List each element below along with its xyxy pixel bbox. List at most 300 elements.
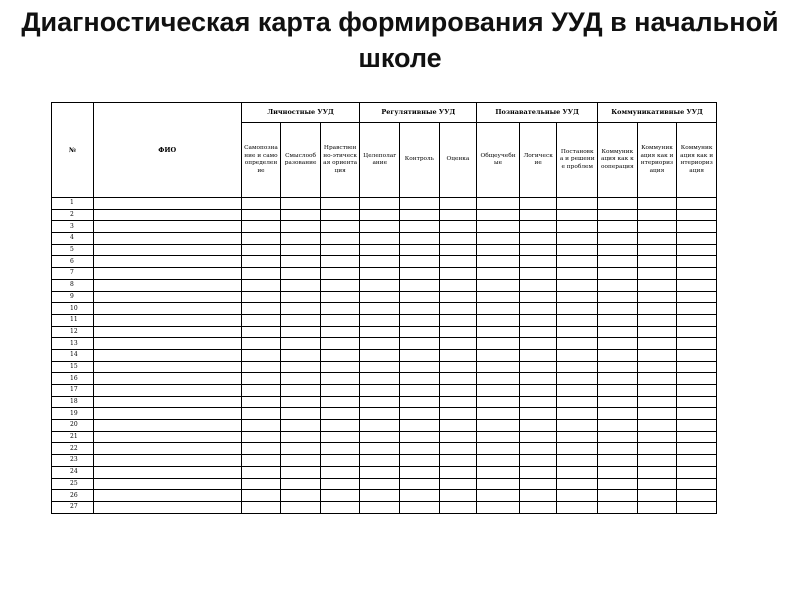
- score-cell[interactable]: [320, 361, 360, 373]
- score-cell[interactable]: [360, 209, 400, 221]
- score-cell[interactable]: [241, 385, 281, 397]
- score-cell[interactable]: [400, 221, 440, 233]
- score-cell[interactable]: [598, 408, 638, 420]
- score-cell[interactable]: [320, 431, 360, 443]
- score-cell[interactable]: [637, 466, 677, 478]
- score-cell[interactable]: [439, 420, 477, 432]
- fio-cell[interactable]: [93, 490, 241, 502]
- score-cell[interactable]: [477, 326, 520, 338]
- score-cell[interactable]: [439, 338, 477, 350]
- score-cell[interactable]: [360, 198, 400, 210]
- score-cell[interactable]: [519, 221, 557, 233]
- score-cell[interactable]: [677, 490, 717, 502]
- score-cell[interactable]: [320, 396, 360, 408]
- score-cell[interactable]: [400, 349, 440, 361]
- score-cell[interactable]: [281, 314, 321, 326]
- score-cell[interactable]: [477, 268, 520, 280]
- score-cell[interactable]: [477, 279, 520, 291]
- score-cell[interactable]: [598, 501, 638, 513]
- score-cell[interactable]: [439, 326, 477, 338]
- score-cell[interactable]: [677, 291, 717, 303]
- score-cell[interactable]: [439, 279, 477, 291]
- score-cell[interactable]: [241, 455, 281, 467]
- score-cell[interactable]: [439, 244, 477, 256]
- score-cell[interactable]: [320, 478, 360, 490]
- score-cell[interactable]: [677, 478, 717, 490]
- score-cell[interactable]: [400, 385, 440, 397]
- score-cell[interactable]: [360, 256, 400, 268]
- score-cell[interactable]: [519, 431, 557, 443]
- score-cell[interactable]: [598, 268, 638, 280]
- score-cell[interactable]: [598, 314, 638, 326]
- score-cell[interactable]: [677, 466, 717, 478]
- score-cell[interactable]: [477, 420, 520, 432]
- score-cell[interactable]: [439, 361, 477, 373]
- score-cell[interactable]: [557, 279, 598, 291]
- score-cell[interactable]: [637, 431, 677, 443]
- score-cell[interactable]: [637, 256, 677, 268]
- score-cell[interactable]: [241, 338, 281, 350]
- score-cell[interactable]: [241, 361, 281, 373]
- score-cell[interactable]: [637, 291, 677, 303]
- score-cell[interactable]: [519, 349, 557, 361]
- score-cell[interactable]: [519, 326, 557, 338]
- score-cell[interactable]: [400, 244, 440, 256]
- score-cell[interactable]: [360, 314, 400, 326]
- score-cell[interactable]: [400, 490, 440, 502]
- score-cell[interactable]: [360, 373, 400, 385]
- score-cell[interactable]: [598, 244, 638, 256]
- score-cell[interactable]: [598, 279, 638, 291]
- score-cell[interactable]: [439, 455, 477, 467]
- score-cell[interactable]: [557, 396, 598, 408]
- score-cell[interactable]: [320, 455, 360, 467]
- score-cell[interactable]: [320, 221, 360, 233]
- score-cell[interactable]: [439, 303, 477, 315]
- score-cell[interactable]: [360, 361, 400, 373]
- score-cell[interactable]: [241, 501, 281, 513]
- score-cell[interactable]: [439, 466, 477, 478]
- score-cell[interactable]: [400, 361, 440, 373]
- score-cell[interactable]: [519, 268, 557, 280]
- score-cell[interactable]: [320, 420, 360, 432]
- score-cell[interactable]: [637, 478, 677, 490]
- score-cell[interactable]: [677, 338, 717, 350]
- score-cell[interactable]: [241, 326, 281, 338]
- score-cell[interactable]: [477, 256, 520, 268]
- score-cell[interactable]: [637, 268, 677, 280]
- score-cell[interactable]: [360, 443, 400, 455]
- score-cell[interactable]: [519, 385, 557, 397]
- score-cell[interactable]: [477, 443, 520, 455]
- score-cell[interactable]: [557, 408, 598, 420]
- score-cell[interactable]: [241, 420, 281, 432]
- score-cell[interactable]: [637, 396, 677, 408]
- score-cell[interactable]: [598, 303, 638, 315]
- score-cell[interactable]: [241, 198, 281, 210]
- score-cell[interactable]: [360, 466, 400, 478]
- score-cell[interactable]: [439, 431, 477, 443]
- score-cell[interactable]: [360, 478, 400, 490]
- score-cell[interactable]: [637, 385, 677, 397]
- score-cell[interactable]: [439, 221, 477, 233]
- score-cell[interactable]: [281, 385, 321, 397]
- score-cell[interactable]: [519, 420, 557, 432]
- score-cell[interactable]: [598, 209, 638, 221]
- score-cell[interactable]: [598, 338, 638, 350]
- score-cell[interactable]: [281, 501, 321, 513]
- score-cell[interactable]: [281, 431, 321, 443]
- score-cell[interactable]: [477, 233, 520, 245]
- score-cell[interactable]: [439, 291, 477, 303]
- score-cell[interactable]: [439, 373, 477, 385]
- score-cell[interactable]: [241, 396, 281, 408]
- score-cell[interactable]: [637, 361, 677, 373]
- score-cell[interactable]: [519, 466, 557, 478]
- score-cell[interactable]: [400, 291, 440, 303]
- score-cell[interactable]: [677, 349, 717, 361]
- score-cell[interactable]: [281, 373, 321, 385]
- score-cell[interactable]: [400, 209, 440, 221]
- score-cell[interactable]: [557, 198, 598, 210]
- fio-cell[interactable]: [93, 279, 241, 291]
- score-cell[interactable]: [519, 303, 557, 315]
- score-cell[interactable]: [439, 490, 477, 502]
- score-cell[interactable]: [557, 338, 598, 350]
- score-cell[interactable]: [439, 408, 477, 420]
- score-cell[interactable]: [439, 314, 477, 326]
- score-cell[interactable]: [519, 501, 557, 513]
- score-cell[interactable]: [477, 338, 520, 350]
- score-cell[interactable]: [320, 314, 360, 326]
- score-cell[interactable]: [637, 233, 677, 245]
- score-cell[interactable]: [360, 490, 400, 502]
- fio-cell[interactable]: [93, 373, 241, 385]
- score-cell[interactable]: [281, 420, 321, 432]
- score-cell[interactable]: [320, 291, 360, 303]
- score-cell[interactable]: [477, 349, 520, 361]
- score-cell[interactable]: [637, 209, 677, 221]
- score-cell[interactable]: [557, 373, 598, 385]
- score-cell[interactable]: [598, 361, 638, 373]
- score-cell[interactable]: [477, 209, 520, 221]
- fio-cell[interactable]: [93, 338, 241, 350]
- score-cell[interactable]: [519, 455, 557, 467]
- score-cell[interactable]: [360, 326, 400, 338]
- fio-cell[interactable]: [93, 198, 241, 210]
- score-cell[interactable]: [557, 314, 598, 326]
- score-cell[interactable]: [281, 244, 321, 256]
- score-cell[interactable]: [360, 408, 400, 420]
- score-cell[interactable]: [241, 209, 281, 221]
- score-cell[interactable]: [360, 385, 400, 397]
- score-cell[interactable]: [477, 455, 520, 467]
- score-cell[interactable]: [477, 385, 520, 397]
- score-cell[interactable]: [439, 385, 477, 397]
- score-cell[interactable]: [360, 455, 400, 467]
- score-cell[interactable]: [677, 256, 717, 268]
- score-cell[interactable]: [439, 443, 477, 455]
- score-cell[interactable]: [281, 326, 321, 338]
- score-cell[interactable]: [241, 466, 281, 478]
- score-cell[interactable]: [360, 338, 400, 350]
- score-cell[interactable]: [400, 373, 440, 385]
- score-cell[interactable]: [281, 291, 321, 303]
- score-cell[interactable]: [281, 443, 321, 455]
- score-cell[interactable]: [519, 361, 557, 373]
- score-cell[interactable]: [477, 408, 520, 420]
- score-cell[interactable]: [637, 338, 677, 350]
- score-cell[interactable]: [598, 221, 638, 233]
- score-cell[interactable]: [677, 244, 717, 256]
- score-cell[interactable]: [477, 431, 520, 443]
- score-cell[interactable]: [598, 233, 638, 245]
- score-cell[interactable]: [677, 373, 717, 385]
- score-cell[interactable]: [519, 314, 557, 326]
- score-cell[interactable]: [477, 490, 520, 502]
- score-cell[interactable]: [241, 233, 281, 245]
- score-cell[interactable]: [320, 490, 360, 502]
- score-cell[interactable]: [519, 233, 557, 245]
- score-cell[interactable]: [677, 443, 717, 455]
- score-cell[interactable]: [557, 466, 598, 478]
- score-cell[interactable]: [598, 385, 638, 397]
- score-cell[interactable]: [519, 244, 557, 256]
- score-cell[interactable]: [598, 291, 638, 303]
- score-cell[interactable]: [320, 466, 360, 478]
- score-cell[interactable]: [598, 443, 638, 455]
- score-cell[interactable]: [400, 478, 440, 490]
- fio-cell[interactable]: [93, 478, 241, 490]
- fio-cell[interactable]: [93, 256, 241, 268]
- score-cell[interactable]: [400, 455, 440, 467]
- score-cell[interactable]: [241, 431, 281, 443]
- score-cell[interactable]: [557, 326, 598, 338]
- score-cell[interactable]: [598, 455, 638, 467]
- score-cell[interactable]: [637, 314, 677, 326]
- score-cell[interactable]: [400, 408, 440, 420]
- score-cell[interactable]: [477, 198, 520, 210]
- score-cell[interactable]: [637, 443, 677, 455]
- score-cell[interactable]: [360, 291, 400, 303]
- score-cell[interactable]: [281, 478, 321, 490]
- score-cell[interactable]: [439, 349, 477, 361]
- score-cell[interactable]: [320, 279, 360, 291]
- score-cell[interactable]: [320, 244, 360, 256]
- score-cell[interactable]: [637, 373, 677, 385]
- score-cell[interactable]: [281, 361, 321, 373]
- score-cell[interactable]: [557, 256, 598, 268]
- score-cell[interactable]: [519, 373, 557, 385]
- fio-cell[interactable]: [93, 420, 241, 432]
- score-cell[interactable]: [598, 256, 638, 268]
- score-cell[interactable]: [439, 256, 477, 268]
- score-cell[interactable]: [281, 338, 321, 350]
- score-cell[interactable]: [637, 420, 677, 432]
- score-cell[interactable]: [320, 338, 360, 350]
- score-cell[interactable]: [320, 385, 360, 397]
- score-cell[interactable]: [241, 490, 281, 502]
- fio-cell[interactable]: [93, 314, 241, 326]
- fio-cell[interactable]: [93, 268, 241, 280]
- score-cell[interactable]: [637, 455, 677, 467]
- score-cell[interactable]: [637, 349, 677, 361]
- fio-cell[interactable]: [93, 431, 241, 443]
- score-cell[interactable]: [637, 244, 677, 256]
- score-cell[interactable]: [557, 455, 598, 467]
- score-cell[interactable]: [598, 373, 638, 385]
- score-cell[interactable]: [557, 361, 598, 373]
- score-cell[interactable]: [519, 209, 557, 221]
- score-cell[interactable]: [519, 443, 557, 455]
- score-cell[interactable]: [320, 198, 360, 210]
- score-cell[interactable]: [439, 396, 477, 408]
- score-cell[interactable]: [677, 268, 717, 280]
- score-cell[interactable]: [281, 256, 321, 268]
- score-cell[interactable]: [320, 326, 360, 338]
- score-cell[interactable]: [281, 490, 321, 502]
- score-cell[interactable]: [477, 361, 520, 373]
- fio-cell[interactable]: [93, 244, 241, 256]
- score-cell[interactable]: [241, 373, 281, 385]
- score-cell[interactable]: [320, 268, 360, 280]
- score-cell[interactable]: [637, 221, 677, 233]
- score-cell[interactable]: [477, 501, 520, 513]
- score-cell[interactable]: [677, 361, 717, 373]
- score-cell[interactable]: [320, 256, 360, 268]
- score-cell[interactable]: [637, 326, 677, 338]
- score-cell[interactable]: [557, 501, 598, 513]
- fio-cell[interactable]: [93, 303, 241, 315]
- score-cell[interactable]: [477, 478, 520, 490]
- score-cell[interactable]: [281, 268, 321, 280]
- score-cell[interactable]: [320, 349, 360, 361]
- score-cell[interactable]: [477, 314, 520, 326]
- score-cell[interactable]: [677, 420, 717, 432]
- score-cell[interactable]: [557, 291, 598, 303]
- score-cell[interactable]: [360, 233, 400, 245]
- score-cell[interactable]: [598, 490, 638, 502]
- fio-cell[interactable]: [93, 221, 241, 233]
- score-cell[interactable]: [557, 303, 598, 315]
- score-cell[interactable]: [637, 501, 677, 513]
- score-cell[interactable]: [519, 291, 557, 303]
- score-cell[interactable]: [281, 221, 321, 233]
- score-cell[interactable]: [400, 303, 440, 315]
- score-cell[interactable]: [241, 221, 281, 233]
- score-cell[interactable]: [281, 279, 321, 291]
- score-cell[interactable]: [241, 256, 281, 268]
- score-cell[interactable]: [360, 279, 400, 291]
- score-cell[interactable]: [598, 198, 638, 210]
- score-cell[interactable]: [677, 455, 717, 467]
- score-cell[interactable]: [477, 291, 520, 303]
- score-cell[interactable]: [360, 349, 400, 361]
- score-cell[interactable]: [519, 338, 557, 350]
- score-cell[interactable]: [400, 326, 440, 338]
- score-cell[interactable]: [400, 338, 440, 350]
- score-cell[interactable]: [598, 466, 638, 478]
- fio-cell[interactable]: [93, 326, 241, 338]
- score-cell[interactable]: [400, 198, 440, 210]
- score-cell[interactable]: [598, 431, 638, 443]
- score-cell[interactable]: [519, 198, 557, 210]
- score-cell[interactable]: [241, 478, 281, 490]
- score-cell[interactable]: [677, 279, 717, 291]
- score-cell[interactable]: [360, 431, 400, 443]
- score-cell[interactable]: [400, 443, 440, 455]
- fio-cell[interactable]: [93, 361, 241, 373]
- score-cell[interactable]: [320, 209, 360, 221]
- score-cell[interactable]: [519, 396, 557, 408]
- score-cell[interactable]: [281, 455, 321, 467]
- score-cell[interactable]: [557, 478, 598, 490]
- score-cell[interactable]: [519, 490, 557, 502]
- score-cell[interactable]: [557, 431, 598, 443]
- score-cell[interactable]: [360, 303, 400, 315]
- fio-cell[interactable]: [93, 501, 241, 513]
- score-cell[interactable]: [439, 233, 477, 245]
- score-cell[interactable]: [477, 221, 520, 233]
- score-cell[interactable]: [557, 268, 598, 280]
- score-cell[interactable]: [320, 233, 360, 245]
- score-cell[interactable]: [400, 279, 440, 291]
- score-cell[interactable]: [519, 279, 557, 291]
- score-cell[interactable]: [281, 408, 321, 420]
- score-cell[interactable]: [241, 314, 281, 326]
- score-cell[interactable]: [360, 396, 400, 408]
- fio-cell[interactable]: [93, 455, 241, 467]
- score-cell[interactable]: [360, 221, 400, 233]
- score-cell[interactable]: [477, 466, 520, 478]
- score-cell[interactable]: [241, 244, 281, 256]
- score-cell[interactable]: [557, 244, 598, 256]
- score-cell[interactable]: [320, 408, 360, 420]
- score-cell[interactable]: [400, 268, 440, 280]
- score-cell[interactable]: [677, 209, 717, 221]
- score-cell[interactable]: [439, 209, 477, 221]
- score-cell[interactable]: [557, 233, 598, 245]
- score-cell[interactable]: [677, 303, 717, 315]
- score-cell[interactable]: [281, 233, 321, 245]
- fio-cell[interactable]: [93, 209, 241, 221]
- score-cell[interactable]: [281, 303, 321, 315]
- score-cell[interactable]: [677, 408, 717, 420]
- score-cell[interactable]: [677, 314, 717, 326]
- score-cell[interactable]: [281, 466, 321, 478]
- score-cell[interactable]: [241, 291, 281, 303]
- fio-cell[interactable]: [93, 385, 241, 397]
- score-cell[interactable]: [360, 501, 400, 513]
- score-cell[interactable]: [519, 408, 557, 420]
- score-cell[interactable]: [400, 501, 440, 513]
- fio-cell[interactable]: [93, 408, 241, 420]
- fio-cell[interactable]: [93, 291, 241, 303]
- score-cell[interactable]: [677, 431, 717, 443]
- score-cell[interactable]: [360, 244, 400, 256]
- score-cell[interactable]: [439, 268, 477, 280]
- score-cell[interactable]: [400, 396, 440, 408]
- score-cell[interactable]: [637, 303, 677, 315]
- fio-cell[interactable]: [93, 443, 241, 455]
- score-cell[interactable]: [677, 198, 717, 210]
- score-cell[interactable]: [557, 490, 598, 502]
- score-cell[interactable]: [677, 396, 717, 408]
- score-cell[interactable]: [637, 279, 677, 291]
- score-cell[interactable]: [557, 209, 598, 221]
- score-cell[interactable]: [519, 478, 557, 490]
- score-cell[interactable]: [281, 209, 321, 221]
